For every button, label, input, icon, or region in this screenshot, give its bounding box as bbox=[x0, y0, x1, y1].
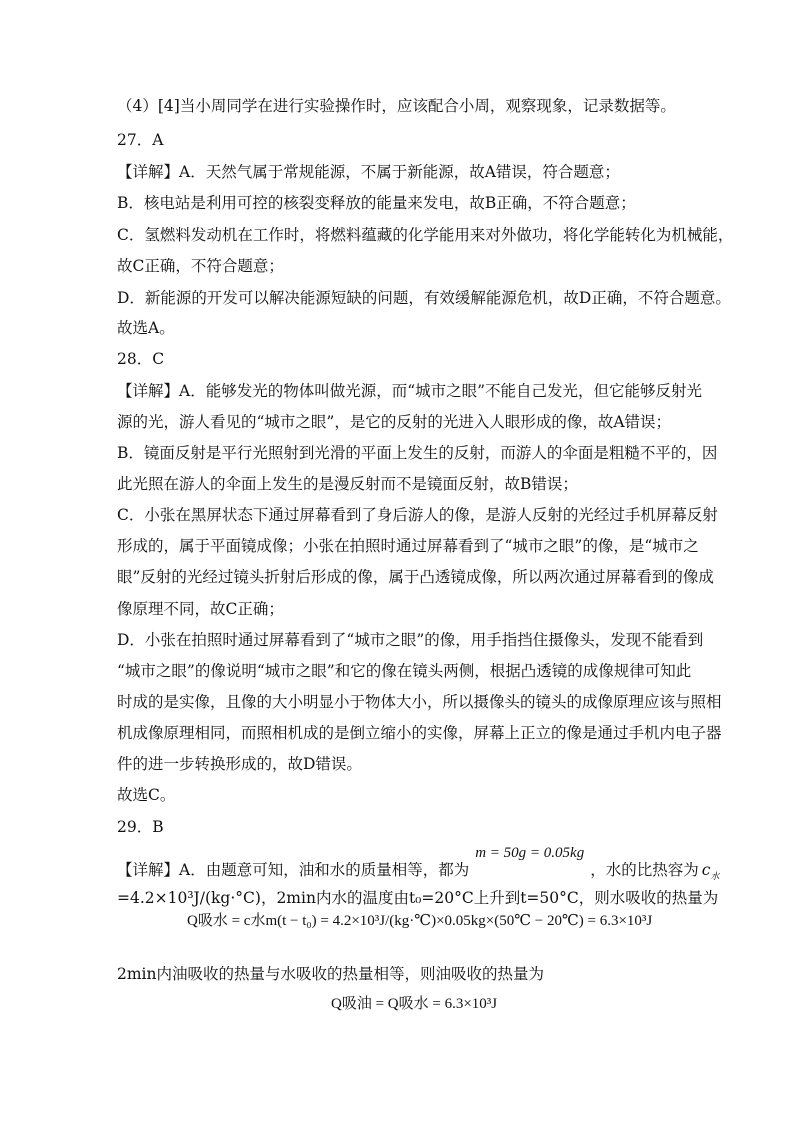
q29-line2: =4.2×10³J/(kg·°C)，2min内水的温度由t₀=20°C上升到t=50°C，则水吸收的热量为 bbox=[117, 889, 719, 907]
text-line: B．镜面反射是平行光照射到光滑的平面上发生的反射，而游人的伞面是粗糙不平的，因 bbox=[117, 444, 718, 462]
text-line: D．小张在拍照时通过屏幕看到了“城市之眼”的像，用手指挡住摄像头，发现不能看到 bbox=[117, 631, 704, 649]
text-line: 故C正确，不符合题意； bbox=[117, 257, 284, 275]
c-symbol: c bbox=[701, 861, 711, 879]
question-number-28: 28．C bbox=[117, 350, 165, 368]
text-line: 机成像原理相同，而照相机成的是倒立缩小的实像，屏幕上正立的像是通过手机内电子器 bbox=[117, 724, 722, 742]
text-line: 像原理不同，故C正确； bbox=[117, 600, 284, 618]
text-line: 眼”反射的光经过镜头折射后形成的像，属于凸透镜成像，所以两次通过屏幕看到的像成 bbox=[117, 568, 714, 586]
text-line: 形成的，属于平面镜成像；小张在拍照时通过屏幕看到了“城市之眼”的像，是“城市之 bbox=[117, 537, 699, 555]
text-line: C．小张在黑屏状态下通过屏幕看到了身后游人的像，是游人反射的光经过手机屏幕反射 bbox=[117, 506, 718, 524]
mass-equation: m = 50g = 0.05kg bbox=[475, 845, 585, 861]
question-number-29: 29．B bbox=[117, 818, 164, 836]
text-line: B．核电站是利用可控的核裂变释放的能量来发电，故B正确，不符合题意； bbox=[117, 194, 636, 212]
formula-q-oil: Q吸油 = Q吸水 = 6.3×10³J bbox=[331, 996, 498, 1012]
text-line: 件的进一步转换形成的，故D错误。 bbox=[117, 755, 362, 773]
q29-line3: 2min内油吸收的热量与水吸收的热量相等，则油吸收的热量为 bbox=[117, 965, 545, 983]
text-line: 源的光，游人看见的“城市之眼”，是它的反射的光进入人眼形成的像，故A错误； bbox=[117, 413, 672, 431]
formula-q-water: Q吸水 = c水m(t − t₀) = 4.2×10³J/(kg·℃)×0.05kg×(50℃ − 20℃) = 6.3×10³J bbox=[187, 913, 653, 929]
text-line: C．氢燃料发动机在工作时，将燃料蕴藏的化学能用来对外做功，将化学能转化为机械能， bbox=[117, 226, 734, 244]
text-line: 故选A。 bbox=[117, 319, 175, 337]
q29-intro-b: ，水的比热容为 bbox=[590, 861, 699, 879]
text-line: 此光照在游人的伞面上发生的是漫反射而不是镜面反射，故B错误； bbox=[117, 475, 578, 493]
q29-intro-a: 【详解】A．由题意可知，油和水的质量相等，都为 bbox=[117, 861, 470, 879]
text-line: （4）[4]当小周同学在进行实验操作时，应该配合小周，观察现象，记录数据等。 bbox=[117, 97, 676, 115]
question-number-27: 27．A bbox=[117, 131, 164, 149]
q29-line1 bbox=[117, 845, 720, 887]
text-line: 【详解】A．天然气属于常规能源，不属于新能源，故A错误，符合题意； bbox=[117, 163, 620, 181]
c-subscript: 水 bbox=[710, 872, 720, 883]
text-line: 故选C。 bbox=[117, 786, 176, 804]
text-line: D．新能源的开发可以解决能源短缺的问题，有效缓解能源危机，故D正确，不符合题意。 bbox=[117, 289, 731, 307]
text-line: “城市之眼”的像说明“城市之眼”和它的像在镜头两侧，根据凸透镜的成像规律可知此 bbox=[117, 662, 692, 680]
text-line: 时成的是实像，且像的大小明显小于物体大小，所以摄像头的镜头的成像原理应该与照相 bbox=[117, 693, 722, 711]
text-line: 【详解】A．能够发光的物体叫做光源，而“城市之眼”不能自己发光，但它能够反射光 bbox=[117, 382, 703, 400]
